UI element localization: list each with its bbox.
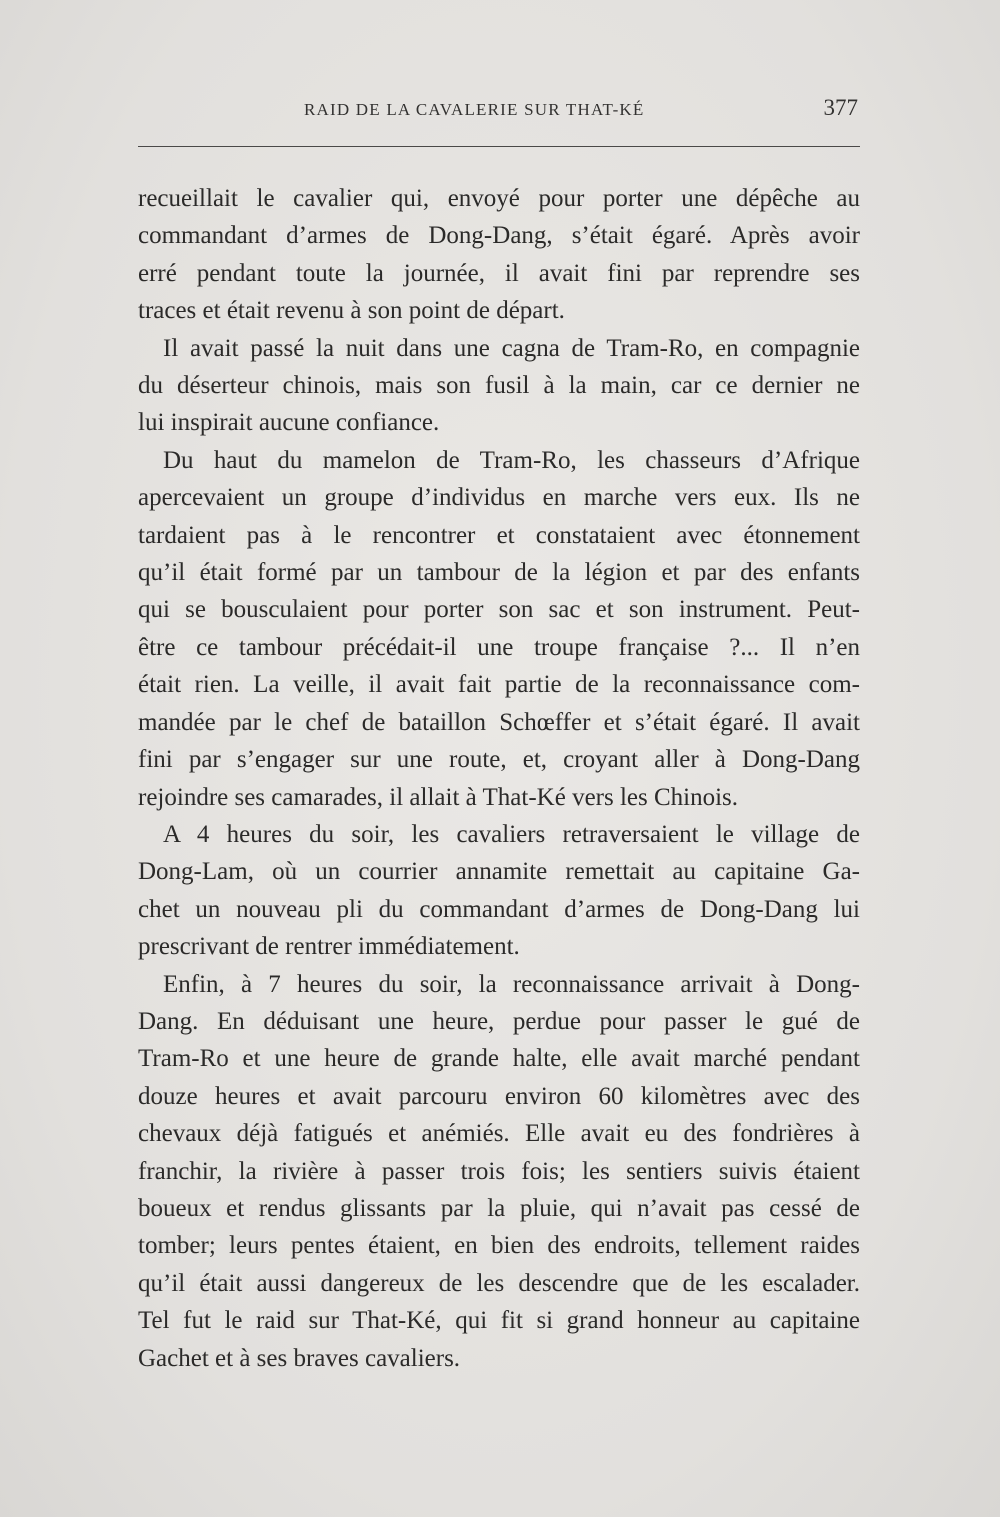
text-line: commandant d’armes de Dong-Dang, s’était égaré. Après avoir	[138, 222, 860, 250]
text-line: Enfin, à 7 heures du soir, la reconnaissance arrivait à Dong-	[163, 970, 860, 998]
text-line: recueillait le cavalier qui, envoyé pour porter une dépêche au	[138, 185, 860, 212]
text-line: Gachet et à ses braves cavaliers.	[138, 1344, 461, 1372]
text-line: qu’il était aussi dangereux de les descendre que de les escalader.	[138, 1269, 860, 1297]
text-line: qui se bousculaient pour porter son sac et son instrument. Peut-	[138, 596, 860, 624]
text-line: mandée par le chef de bataillon Schœffer et s’était égaré. Il avait	[138, 708, 860, 736]
page-number: 377	[823, 95, 858, 120]
text-line: chevaux déjà fatigués et anémiés. Elle avait eu des fondrières à	[138, 1120, 860, 1148]
header-rule	[138, 146, 860, 147]
text-line: chet un nouveau pli du commandant d’armes de Dong-Dang lui	[138, 895, 860, 923]
text-line: tardaient pas à le rencontrer et constataient avec étonnement	[138, 521, 860, 549]
text-line: lui inspirait aucune confiance.	[138, 409, 440, 437]
text-line: tomber; leurs pentes étaient, en bien des endroits, tellement raides	[138, 1232, 860, 1260]
text-line: apercevaient un groupe d’individus en marche vers eux. Ils ne	[138, 484, 860, 512]
running-title: RAID DE LA CAVALERIE SUR THAT-KÉ	[304, 100, 645, 119]
text-line: prescrivant de rentrer immédiatement.	[138, 933, 520, 961]
text-line: Tram-Ro et une heure de grande halte, elle avait marché pendant	[138, 1045, 860, 1073]
text-line: erré pendant toute la journée, il avait fini par reprendre ses	[138, 259, 860, 287]
text-line: douze heures et avait parcouru environ 60 kilomètres avec des	[138, 1082, 860, 1110]
text-line: franchir, la rivière à passer trois fois; les sentiers suivis étaient	[138, 1157, 860, 1185]
text-line: Il avait passé la nuit dans une cagna de Tram-Ro, en compagnie	[163, 334, 860, 362]
text-line: du déserteur chinois, mais son fusil à la main, car ce dernier ne	[138, 372, 860, 400]
text-line: Tel fut le raid sur That-Ké, qui fit si grand honneur au capitaine	[138, 1307, 860, 1335]
text-line: A 4 heures du soir, les cavaliers retraversaient le village de	[163, 820, 860, 848]
text-line: Dong-Lam, où un courrier annamite remettait au capitaine Ga-	[138, 858, 860, 886]
text-line: fini par s’engager sur une route, et, croyant aller à Dong-Dang	[138, 746, 860, 774]
text-line: Du haut du mamelon de Tram-Ro, les chasseurs d’Afrique	[163, 446, 860, 474]
text-line: boueux et rendus glissants par la pluie, qui n’avait pas cessé de	[138, 1194, 860, 1222]
text-line: être ce tambour précédait-il une troupe française ?... Il n’en	[138, 633, 860, 661]
body-text	[138, 180, 860, 1377]
page-header	[138, 92, 860, 128]
text-line: rejoindre ses camarades, il allait à That-Ké vers les Chinois.	[138, 783, 739, 811]
text-line: qu’il était formé par un tambour de la légion et par des enfants	[138, 559, 860, 587]
text-line: Dang. En déduisant une heure, perdue pour passer le gué de	[138, 1007, 860, 1035]
text-line: traces et était revenu à son point de départ.	[138, 297, 565, 325]
text-line: était rien. La veille, il avait fait partie de la reconnaissance com-	[138, 671, 860, 699]
